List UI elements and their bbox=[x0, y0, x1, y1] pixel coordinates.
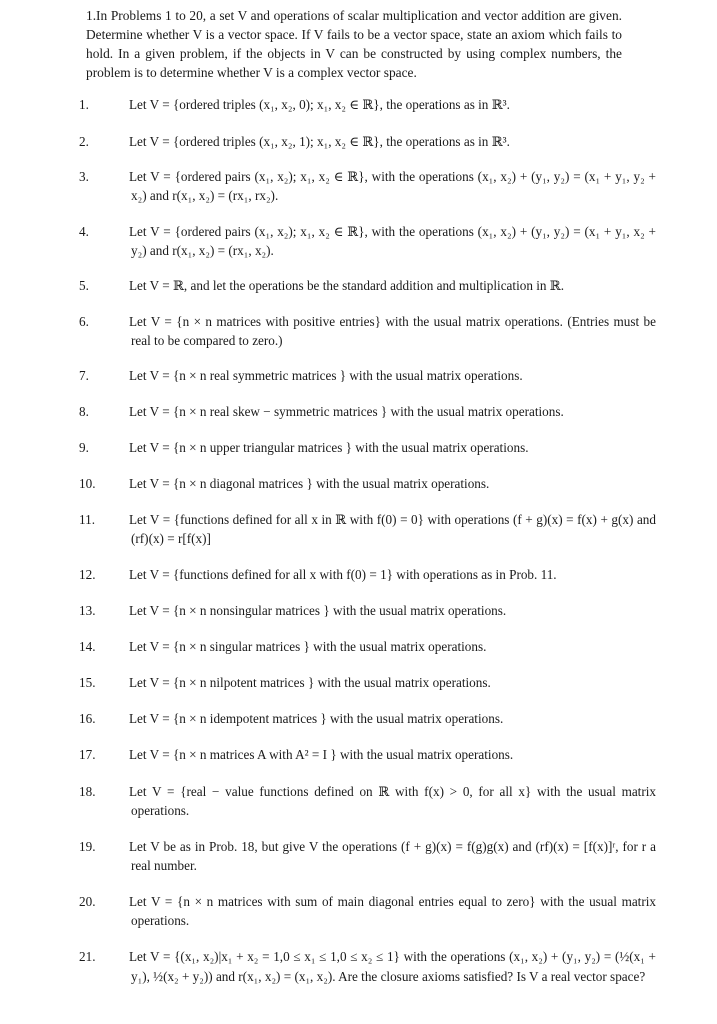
problem-number: 9. bbox=[79, 440, 89, 455]
problem-number: 2. bbox=[79, 134, 89, 149]
problem-number: 20. bbox=[79, 894, 96, 909]
problem-5 bbox=[79, 276, 656, 295]
problem-text: Let V = {n × n matrices with sum of main diagonal entries equal to zero} with the usual matrix operations. bbox=[129, 894, 656, 928]
problem-number: 10. bbox=[79, 476, 96, 491]
problem-1 bbox=[79, 95, 656, 114]
problem-number: 5. bbox=[79, 278, 89, 293]
problem-number: 11. bbox=[79, 512, 95, 527]
problem-number: 18. bbox=[79, 784, 96, 799]
problem-number: 7. bbox=[79, 368, 89, 383]
problem-text: Let V = {n × n diagonal matrices } with the usual matrix operations. bbox=[129, 476, 490, 491]
problem-text: Let V = {ordered triples (x₁, x₂, 0); x₁, x₂ ∈ ℝ}, the operations as in ℝ³. bbox=[129, 97, 510, 112]
problem-number: 4. bbox=[79, 224, 89, 239]
problem-number: 6. bbox=[79, 314, 89, 329]
problem-text: Let V = {n × n matrices with positive entries} with the usual matrix operations. (Entries must be real to be compared to zero.) bbox=[129, 314, 656, 348]
problem-15 bbox=[79, 673, 656, 692]
problem-9 bbox=[79, 438, 656, 457]
problem-3 bbox=[79, 167, 656, 205]
problem-4 bbox=[79, 222, 656, 260]
problem-text: Let V = {(x₁, x₂)|x₁ + x₂ = 1,0 ≤ x₁ ≤ 1,0 ≤ x₂ ≤ 1} with the operations (x₁, x₂) + (y₁, y₂) = (½(x₁ + y₁), ½(x₂ + y₂)) and r(x₁, x₂) = (x₁, x₂). Are the closure axioms satisfied? Is V a real vector space? bbox=[129, 949, 656, 984]
problem-number: 16. bbox=[79, 711, 96, 726]
problem-number: 1. bbox=[79, 97, 89, 112]
problem-text: Let V = {n × n real symmetric matrices } with the usual matrix operations. bbox=[129, 368, 523, 383]
problem-number: 14. bbox=[79, 639, 96, 654]
problem-text: Let V = {n × n idempotent matrices } with the usual matrix operations. bbox=[129, 711, 504, 726]
problem-text: Let V = {real − value functions defined on ℝ with f(x) > 0, for all x} with the usual matrix operations. bbox=[129, 784, 656, 818]
problem-number: 17. bbox=[79, 747, 96, 762]
problem-text: Let V = {n × n nilpotent matrices } with the usual matrix operations. bbox=[129, 675, 491, 690]
problem-17 bbox=[79, 745, 656, 764]
problem-number: 8. bbox=[79, 404, 89, 419]
problem-text: Let V = ℝ, and let the operations be the standard addition and multiplication in ℝ. bbox=[129, 278, 565, 293]
problem-text: Let V = {functions defined for all x with f(0) = 1} with operations as in Prob. 11. bbox=[129, 567, 557, 582]
intro-paragraph bbox=[86, 6, 630, 82]
problem-11 bbox=[79, 510, 656, 548]
problem-8 bbox=[79, 402, 656, 421]
problem-19 bbox=[79, 837, 656, 875]
problem-number: 21. bbox=[79, 949, 96, 964]
problem-text: Let V = {n × n matrices A with A² = I } with the usual matrix operations. bbox=[129, 747, 514, 762]
problem-18 bbox=[79, 782, 656, 820]
problem-text: Let V = {ordered pairs (x₁, x₂); x₁, x₂ ∈ ℝ}, with the operations (x₁, x₂) + (y₁, y₂) = (x₁ + y₁, x₂ + y₂) and r(x₁, x₂) = (rx₁, x₂). bbox=[129, 224, 656, 258]
problem-number: 3. bbox=[79, 169, 89, 184]
problem-text: Let V = {n × n singular matrices } with the usual matrix operations. bbox=[129, 639, 487, 654]
problem-text: Let V = {n × n upper triangular matrices } with the usual matrix operations. bbox=[129, 440, 529, 455]
problem-2 bbox=[79, 132, 656, 151]
problem-number: 15. bbox=[79, 675, 96, 690]
problem-20 bbox=[79, 892, 656, 930]
problem-12 bbox=[79, 565, 656, 584]
problem-13 bbox=[79, 601, 656, 620]
problem-14 bbox=[79, 637, 656, 656]
problem-16 bbox=[79, 709, 656, 728]
problem-6 bbox=[79, 312, 656, 350]
problem-text: Let V = {ordered triples (x₁, x₂, 1); x₁, x₂ ∈ ℝ}, the operations as in ℝ³. bbox=[129, 134, 510, 149]
problem-10 bbox=[79, 474, 656, 493]
intro-number: 1. bbox=[86, 8, 97, 23]
problem-text: Let V be as in Prob. 18, but give V the operations (f + g)(x) = f(g)g(x) and (rf)(x) = [f(x)]ʳ, for r a real number. bbox=[129, 839, 656, 873]
problem-number: 13. bbox=[79, 603, 96, 618]
problem-number: 19. bbox=[79, 839, 96, 854]
problem-text: Let V = {functions defined for all x in ℝ with f(0) = 0} with operations (f + g)(x) = f(x) + g(x) and (rf)(x) = r[f(x)] bbox=[129, 512, 656, 546]
problem-text: Let V = {n × n nonsingular matrices } with the usual matrix operations. bbox=[129, 603, 507, 618]
problem-21 bbox=[79, 947, 656, 987]
problem-text: Let V = {ordered pairs (x₁, x₂); x₁, x₂ ∈ ℝ}, with the operations (x₁, x₂) + (y₁, y₂) = (x₁ + y₁, y₂ + x₂) and r(x₁, x₂) = (rx₁, rx₂). bbox=[129, 169, 656, 203]
intro-text: In Problems 1 to 20, a set V and operations of scalar multiplication and vector addition are given. Determine whether V is a vector space. If V fails to be a vector space, state an axiom which fails to hold. In a given problem, if the objects in V can be constructed by using complex numbers, the problem is to determine whether V is a complex vector space. bbox=[86, 8, 622, 80]
problem-7 bbox=[79, 366, 656, 385]
problem-number: 12. bbox=[79, 567, 96, 582]
problem-text: Let V = {n × n real skew − symmetric matrices } with the usual matrix operations. bbox=[129, 404, 564, 419]
